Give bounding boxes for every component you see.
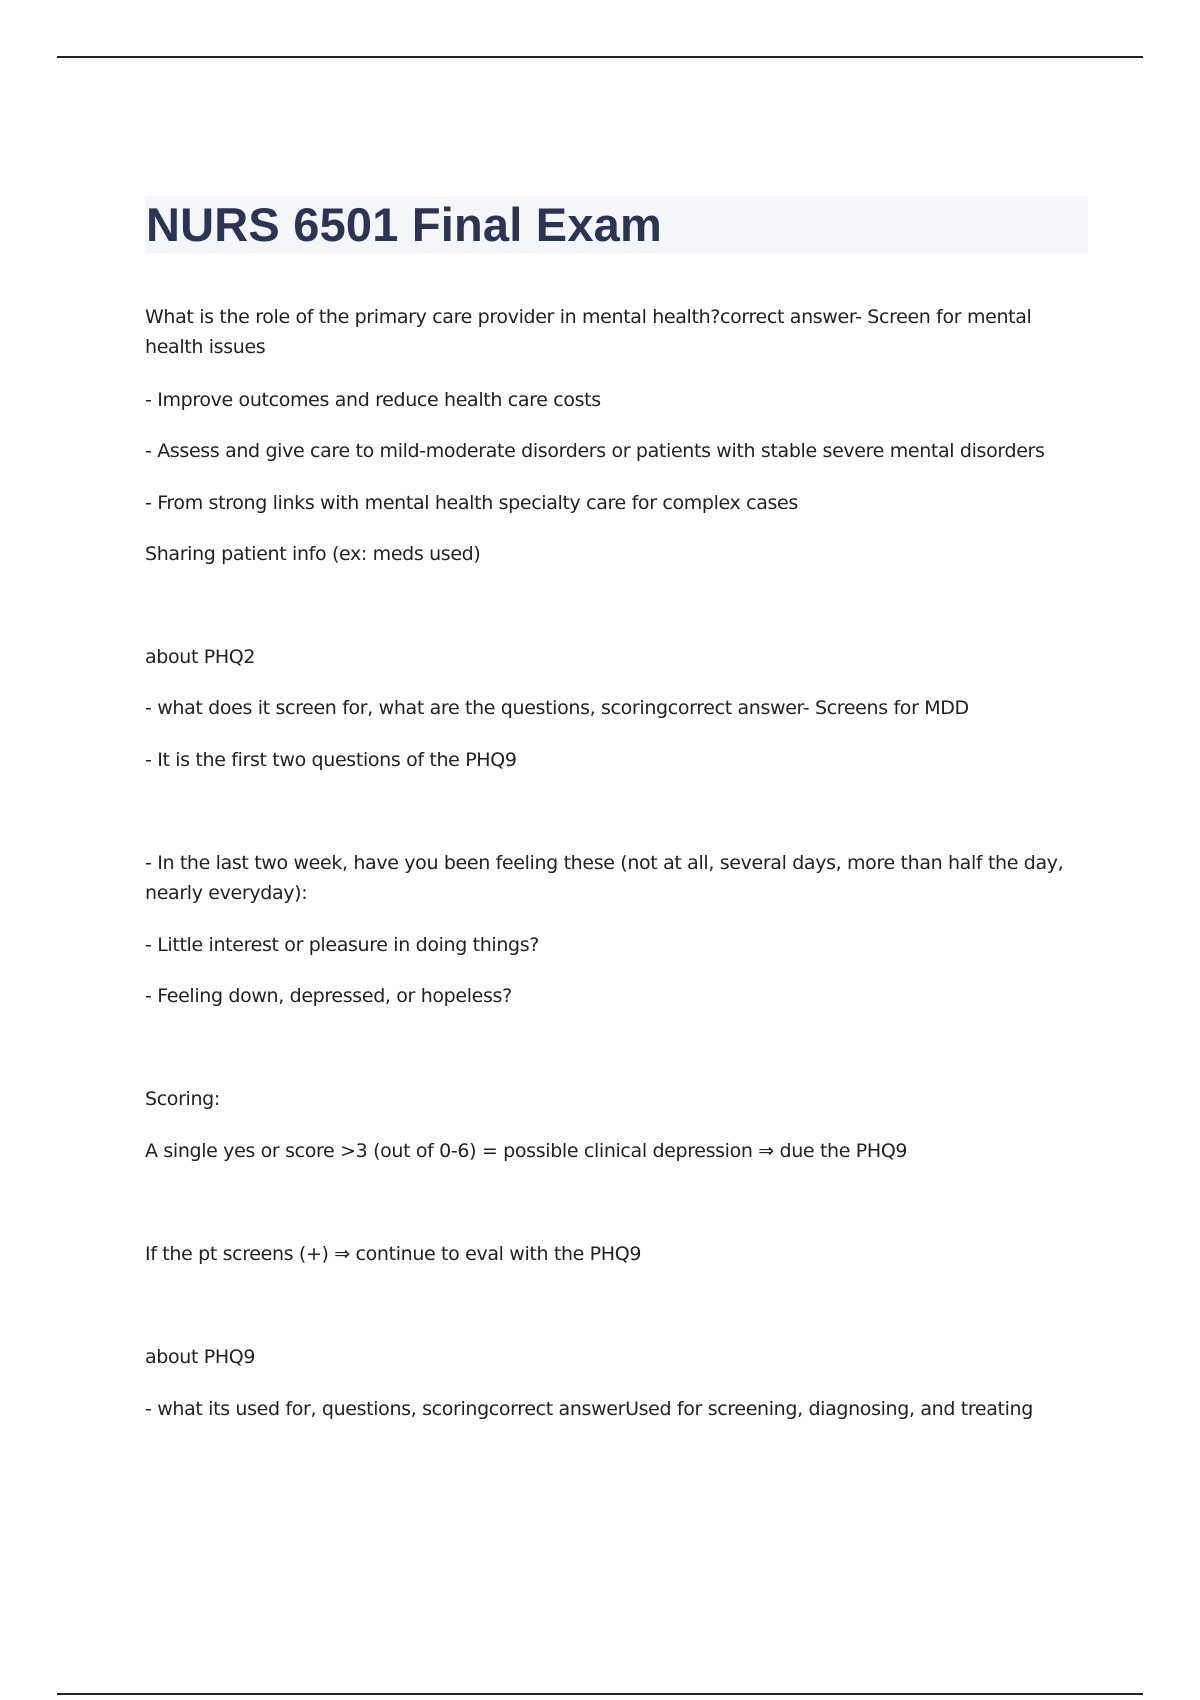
bottom-rule [57,1693,1143,1695]
paragraph-phq2-screens: - what does it screen for, what are the questions, scoringcorrect answer- Screens for MDD [145,697,969,719]
paragraph-sharing-info: Sharing patient info (ex: meds used) [145,543,481,565]
paragraph-about-phq2: about PHQ2 [145,646,256,668]
paragraph-improve-outcomes: - Improve outcomes and reduce health care costs [145,389,601,411]
paragraph-pt-screens: If the pt screens (+) ⇒ continue to eval with the PHQ9 [145,1243,642,1265]
top-rule [57,56,1143,58]
paragraph-phq9-used-for: - what its used for, questions, scoringcorrect answerUsed for screening, diagnosing, and treating [145,1398,1033,1420]
paragraph-about-phq9: about PHQ9 [145,1346,256,1368]
paragraph-strong-links: - From strong links with mental health specialty care for complex cases [145,492,798,514]
paragraph-first-two-questions: - It is the first two questions of the PHQ9 [145,749,517,771]
paragraph-last-two-week: - In the last two week, have you been feeling these (not at all, several days, more than half the day, nearly everyday): [145,852,1064,904]
paragraph-single-yes: A single yes or score >3 (out of 0-6) = possible clinical depression ⇒ due the PHQ9 [145,1140,908,1162]
paragraph-assess-care: - Assess and give care to mild-moderate disorders or patients with stable severe mental disorders [145,440,1045,462]
paragraph-feeling-down: - Feeling down, depressed, or hopeless? [145,985,512,1007]
paragraph-little-interest: - Little interest or pleasure in doing things? [145,934,540,956]
paragraph-role-question: What is the role of the primary care provider in mental health?correct answer- Screen for mental health issues [145,306,1032,358]
page-title: NURS 6501 Final Exam [146,198,662,251]
paragraph-scoring-heading: Scoring: [145,1088,220,1110]
